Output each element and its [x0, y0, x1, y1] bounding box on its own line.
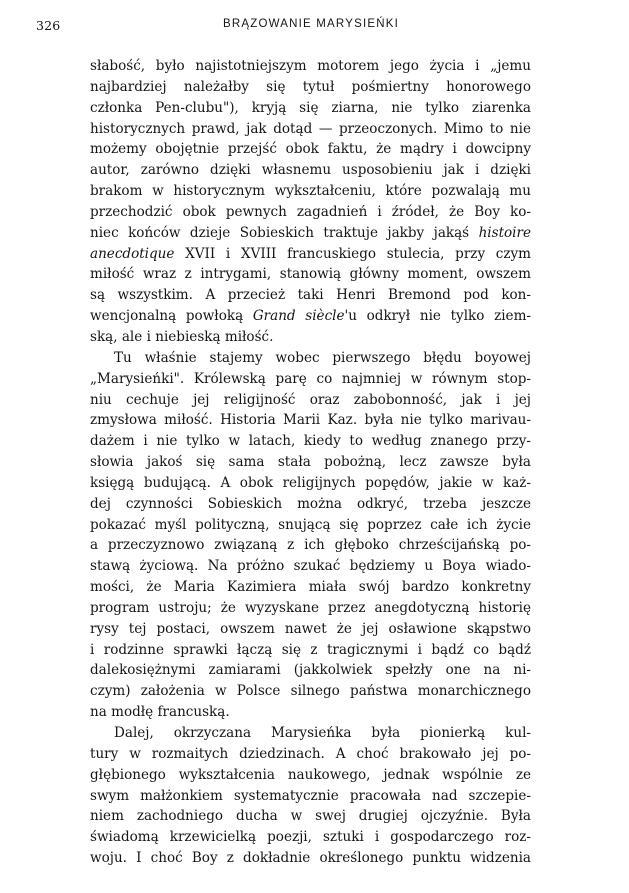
text-line: autor, zarówno dzięki własnemu usposobieniu jak i dzięki [90, 162, 531, 179]
text-line: „Marysieńki". Królewską parę co najmniej w równym stop- [90, 370, 531, 387]
text-line: mości, że Maria Kazimiera miała swój bardzo konkretny [90, 579, 531, 596]
text-line: są wszystkim. A przecież taki Henri Bremond pod kon- [90, 287, 531, 304]
text-line: woju. I choć Boy z dokładnie określonego punktu widzenia [90, 850, 531, 867]
text-line: a przeczyznowo związaną z ich głęboko chrześcijańską po- [90, 537, 531, 554]
text-line: czym) założenia w Polsce silnego państwa monarchicznego [90, 683, 531, 700]
text-line: historycznych prawd, jak dotąd — przeoczonych. Mimo to nie [90, 120, 531, 137]
text-line: słabość, było najistotniejszym motorem jego życia i „jemu [90, 58, 531, 74]
text-line: słowia jakoś się sama stała pobożną, lecz zawsze była [90, 454, 531, 471]
text-line: niec końców dzieje Sobieskich traktuje jakby jakąś histoire [90, 224, 531, 241]
text-line: świadomą krzewicielką poezji, sztuki i gospodarczego roz- [90, 829, 531, 846]
page-number: 326 [36, 18, 61, 33]
text-line: program ustroju; że wyzyskane przez anegdotyczną historię [90, 599, 531, 616]
text-line: miłość wraz z intrygami, stanowią główny moment, owszem [90, 266, 531, 283]
text-line: dalekosiężnymi zamiarami (jakkolwiek spełzły one na ni- [90, 662, 531, 679]
text-line: i rodzinne sprawki łączą się z tragicznymi i bądź co bądź [90, 641, 531, 658]
italic-phrase: Grand siècle [252, 308, 345, 325]
text-line: tury w rozmaitych dziedzinach. A choć brakowało jej po- [90, 745, 531, 762]
text-line-paragraph-start: Dalej, okrzyczana Marysieńka była pionierką kul- [114, 725, 531, 741]
italic-phrase: anecdotique [90, 245, 175, 262]
italic-phrase: histoire [478, 224, 531, 241]
text-line: dej czynności Sobieskich można odkryć, trzeba jeszcze [90, 495, 531, 512]
text-line-paragraph-end: ską, ale i niebieską miłość. [90, 328, 274, 345]
text-line: wencjonalną powłoką Grand siècle'u odkrył nie tylko ziem- [90, 308, 531, 325]
text-line: anecdotique XVII i XVIII francuskiego stulecia, przy czym [90, 245, 531, 262]
body-text [90, 56, 531, 869]
page-header [36, 18, 586, 38]
text-line: dażem i nie tylko w latach, kiedy to według znanego przy- [90, 433, 531, 450]
text-line: głębionego wykształcenia naukowego, jednak wspólnie ze [90, 766, 531, 783]
text-line: zmysłowa miłość. Historia Marii Kaz. była nie tylko marivau- [90, 412, 531, 429]
text-line-paragraph-end: na modłę francuską. [90, 704, 230, 721]
text-line: przechodzić obok pewnych zagadnień i źródeł, że Boy ko- [90, 203, 531, 220]
text-line: stawą życiową. Na próżno szukać będziemy u Boya wiado- [90, 558, 531, 575]
text-line: rysy tej postaci, owszem nawet że jej osławione skąpstwo [90, 620, 531, 637]
text-line: najbardziej należałby się tytuł pośmiertny honorowego [90, 78, 531, 95]
text-line: niu cechuje jej religijność oraz zabobonność, jak i jej [90, 391, 531, 408]
text-line-paragraph-start: Tu właśnie stajemy wobec pierwszego błędu boyowej [114, 349, 531, 366]
text-line: swym małżonkiem systematycznie pracowała nad szczepie- [90, 787, 531, 804]
text-line: pokazać myśl polityczną, snującą się poprzez całe ich życie [90, 516, 531, 533]
text-line: członka Pen-clubu"), kryją się ziarna, nie tylko ziarenka [90, 99, 531, 116]
text-line: księgą budującą. A obok religijnych popędów, jakie w każ- [90, 474, 531, 491]
text-line: niem zachodniego ducha w swej drugiej ojczyźnie. Była [90, 808, 531, 825]
text-line: brakom w historycznym wykształceniu, które pozwalają mu [90, 183, 531, 200]
text-line: możemy obojętnie przejść obok faktu, że mądry i dowcipny [90, 141, 531, 158]
running-title: BRĄZOWANIE MARYSIEŃKI [222, 18, 399, 30]
